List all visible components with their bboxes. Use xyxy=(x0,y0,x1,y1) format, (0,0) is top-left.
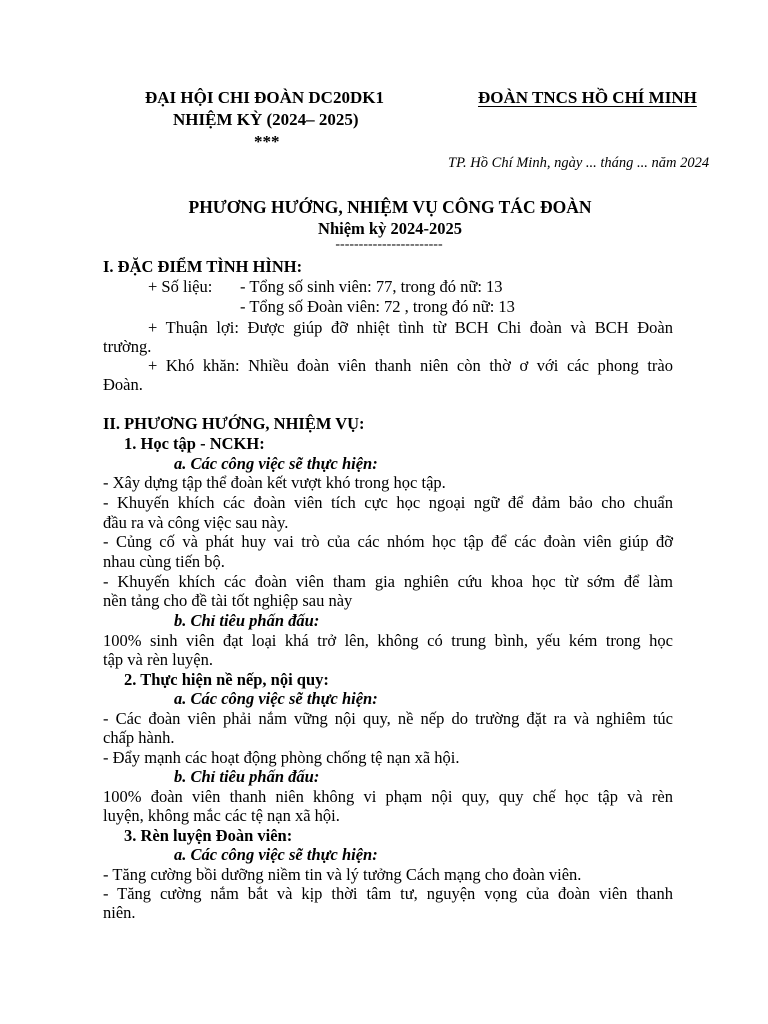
subsection-3-task-line: - Tăng cường nắm bắt và kịp thời tâm tư, nguyện vọng của đoàn viên thanh xyxy=(103,884,673,903)
header-stars: *** xyxy=(254,132,280,151)
subsection-2-target-heading: b. Chỉ tiêu phấn đấu: xyxy=(174,767,320,786)
difficulties-line-2: Đoàn. xyxy=(103,375,143,394)
section-2-heading: II. PHƯƠNG HƯỚNG, NHIỆM VỤ: xyxy=(103,414,365,433)
advantages-line-2: trường. xyxy=(103,337,152,356)
subsection-1-task-line: - Xây dựng tập thể đoàn kết vượt khó trong học tập. xyxy=(103,473,446,492)
subsection-2-heading: 2. Thực hiện nề nếp, nội quy: xyxy=(124,670,329,689)
subsection-2-task-line: - Các đoàn viên phải nắm vững nội quy, nề nếp do trường đặt ra và nghiêm túc xyxy=(103,709,673,728)
document-title: PHƯƠNG HƯỚNG, NHIỆM VỤ CÔNG TÁC ĐOÀN xyxy=(188,197,592,217)
place-date: TP. Hồ Chí Minh, ngày ... tháng ... năm 2024 xyxy=(448,155,710,171)
figures-students: - Tổng số sinh viên: 77, trong đó nữ: 13 xyxy=(240,277,503,296)
subsection-1-task-line: - Khuyến khích các đoàn viên tích cực học ngoại ngữ để đảm bảo cho chuẩn xyxy=(103,493,673,512)
subsection-2-task-line: - Đẩy mạnh các hoạt động phòng chống tệ nạn xã hội. xyxy=(103,748,460,767)
subsection-3-task-line: - Tăng cường bồi dưỡng niềm tin và lý tưởng Cách mạng cho đoàn viên. xyxy=(103,865,582,884)
subsection-3-tasks-heading: a. Các công việc sẽ thực hiện: xyxy=(174,845,378,864)
difficulties-line-1: + Khó khăn: Nhiều đoàn viên thanh niên còn thờ ơ với các phong trào xyxy=(148,356,673,375)
figures-members: - Tổng số Đoàn viên: 72 , trong đó nữ: 13 xyxy=(240,297,515,316)
title-divider: ----------------------- xyxy=(335,237,443,252)
subsection-3-task-line: niên. xyxy=(103,903,136,922)
subsection-1-target-line: 100% sinh viên đạt loại khá trở lên, không có trung bình, yếu kém trong học xyxy=(103,631,673,650)
subsection-1-target-line: tập và rèn luyện. xyxy=(103,650,213,669)
subsection-2-target-line: 100% đoàn viên thanh niên không vi phạm nội quy, quy chế học tập và rèn xyxy=(103,787,673,806)
subsection-1-tasks-heading: a. Các công việc sẽ thực hiện: xyxy=(174,454,378,473)
subsection-2-tasks-heading: a. Các công việc sẽ thực hiện: xyxy=(174,689,378,708)
subsection-2-task-line: chấp hành. xyxy=(103,728,175,747)
subsection-1-task-line: nền tảng cho đề tài tốt nghiệp sau này xyxy=(103,591,353,610)
subsection-1-task-line: nhau cùng tiến bộ. xyxy=(103,552,225,571)
subsection-2-target-line: luyện, không mắc các tệ nạn xã hội. xyxy=(103,806,340,825)
subsection-1-task-line: - Củng cố và phát huy vai trò của các nhóm học tập để các đoàn viên giúp đỡ xyxy=(103,532,673,551)
subsection-1-task-line: - Khuyến khích các đoàn viên tham gia nghiên cứu khoa học từ sớm để làm xyxy=(103,572,673,591)
term-label: NHIỆM KỲ (2024– 2025) xyxy=(173,110,359,129)
subsection-1-task-line: đầu ra và công việc sau này. xyxy=(103,513,289,532)
subsection-3-heading: 3. Rèn luyện Đoàn viên: xyxy=(124,826,293,845)
document-subtitle: Nhiệm kỳ 2024-2025 xyxy=(318,219,462,238)
figures-label: + Số liệu: xyxy=(148,277,213,296)
section-1-heading: I. ĐẶC ĐIỂM TÌNH HÌNH: xyxy=(103,257,303,276)
organization-name: ĐOÀN TNCS HỒ CHÍ MINH xyxy=(478,88,697,107)
subsection-1-heading: 1. Học tập - NCKH: xyxy=(124,434,265,453)
subsection-1-target-heading: b. Chỉ tiêu phấn đấu: xyxy=(174,611,320,630)
congress-name: ĐẠI HỘI CHI ĐOÀN DC20DK1 xyxy=(145,88,384,107)
advantages-line-1: + Thuận lợi: Được giúp đỡ nhiệt tình từ BCH Chi đoàn và BCH Đoàn xyxy=(148,318,673,337)
